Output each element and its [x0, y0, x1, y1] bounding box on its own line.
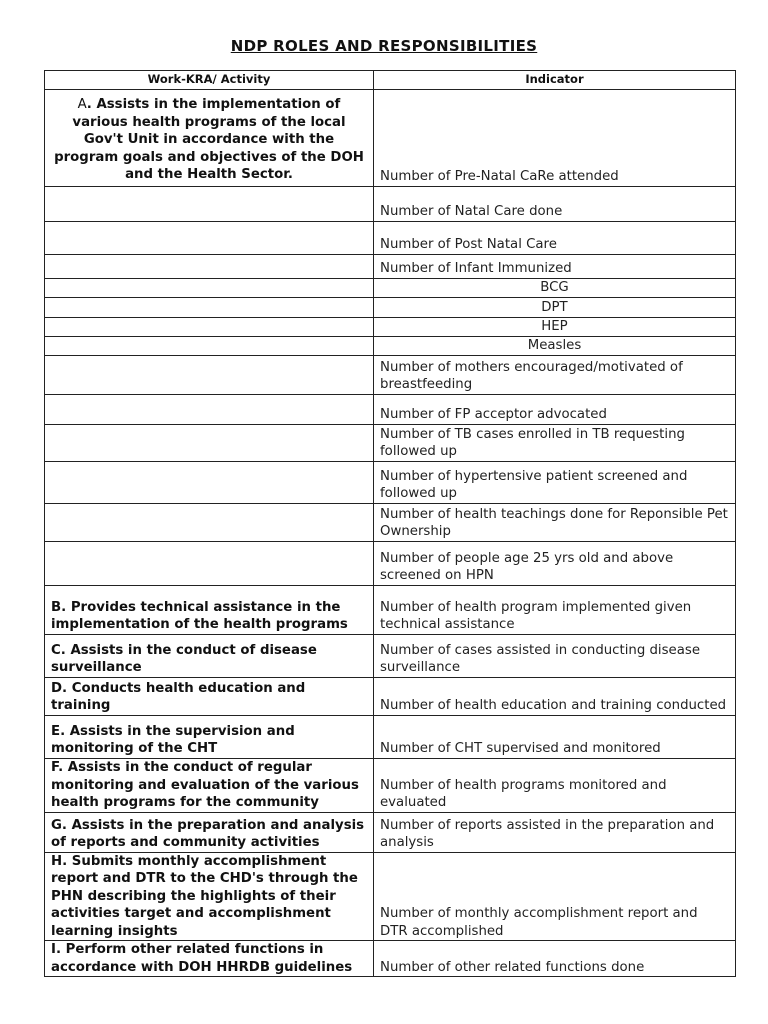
activity-cell — [45, 89, 374, 186]
activity-cell — [45, 424, 374, 461]
indicator-cell: Number of Post Natal Care — [374, 221, 736, 254]
indicator-cell: Number of cases assisted in conducting disease surveillance — [374, 634, 736, 677]
indicator-cell: Number of mothers encouraged/motivated of breastfeeding — [374, 355, 736, 394]
activity-text: . Assists in the implementation of various health programs of the local Gov't Unit in accordance with the program goals and objectives of the DOH and the Health Sector. — [54, 97, 364, 182]
indicator-cell: BCG — [374, 278, 736, 297]
header-indicator: Indicator — [374, 71, 736, 90]
table-row — [45, 355, 736, 394]
table-row — [45, 461, 736, 503]
table-row — [45, 221, 736, 254]
activity-cell: G. Assists in the preparation and analysis of reports and community activities — [45, 812, 374, 852]
table-row — [45, 715, 736, 758]
activity-cell — [45, 355, 374, 394]
activity-prefix: A — [77, 97, 87, 112]
indicator-cell: HEP — [374, 317, 736, 336]
activity-cell: F. Assists in the conduct of regular monitoring and evaluation of the various health programs for the community — [45, 758, 374, 812]
header-activity: Work-KRA/ Activity — [45, 71, 374, 90]
activity-cell — [45, 221, 374, 254]
activity-cell — [45, 297, 374, 317]
indicator-cell: Number of other related functions done — [374, 941, 736, 977]
activity-cell: C. Assists in the conduct of disease surveillance — [45, 634, 374, 677]
indicator-cell: Number of monthly accomplishment report and DTR accomplished — [374, 852, 736, 941]
table-row — [45, 297, 736, 317]
activity-cell — [45, 503, 374, 541]
activity-cell — [45, 394, 374, 424]
table-row — [45, 424, 736, 461]
indicator-cell: DPT — [374, 297, 736, 317]
table-row — [45, 812, 736, 852]
activity-cell: I. Perform other related functions in accordance with DOH HHRDB guidelines — [45, 941, 374, 977]
indicator-cell: Number of Infant Immunized — [374, 254, 736, 278]
document-title: NDP ROLES AND RESPONSIBILITIES — [230, 37, 538, 55]
table-row — [45, 677, 736, 715]
indicator-cell: Number of hypertensive patient screened and followed up — [374, 461, 736, 503]
activity-cell: B. Provides technical assistance in the implementation of the health programs — [45, 585, 374, 634]
indicator-cell: Number of health education and training conducted — [374, 677, 736, 715]
activity-cell: D. Conducts health education and training — [45, 677, 374, 715]
table-row — [45, 634, 736, 677]
table-row — [45, 503, 736, 541]
roles-table — [44, 70, 736, 977]
table-row — [45, 186, 736, 221]
table-row — [45, 89, 736, 186]
indicator-cell: Number of Natal Care done — [374, 186, 736, 221]
indicator-cell: Number of people age 25 yrs old and above screened on HPN — [374, 541, 736, 585]
indicator-cell: Measles — [374, 336, 736, 355]
activity-cell: H. Submits monthly accomplishment report and DTR to the CHD's through the PHN describing the highlights of their activities target and accomplishment learning insights — [45, 852, 374, 941]
activity-cell — [45, 336, 374, 355]
activity-cell — [45, 278, 374, 297]
indicator-cell: Number of health teachings done for Reponsible Pet Ownership — [374, 503, 736, 541]
activity-cell — [45, 254, 374, 278]
table-row — [45, 317, 736, 336]
table-row — [45, 541, 736, 585]
table-row — [45, 941, 736, 977]
activity-cell — [45, 461, 374, 503]
table-row — [45, 758, 736, 812]
activity-cell — [45, 186, 374, 221]
table-header-row — [45, 71, 736, 90]
table-row — [45, 254, 736, 278]
activity-cell — [45, 541, 374, 585]
indicator-cell: Number of health programs monitored and evaluated — [374, 758, 736, 812]
indicator-cell: Number of CHT supervised and monitored — [374, 715, 736, 758]
indicator-cell: Number of health program implemented given technical assistance — [374, 585, 736, 634]
table-row — [45, 852, 736, 941]
activity-cell — [45, 317, 374, 336]
table-row — [45, 278, 736, 297]
indicator-cell: Number of Pre-Natal CaRe attended — [374, 89, 736, 186]
table-row — [45, 585, 736, 634]
table-row — [45, 394, 736, 424]
indicator-cell: Number of reports assisted in the preparation and analysis — [374, 812, 736, 852]
indicator-cell: Number of TB cases enrolled in TB requesting followed up — [374, 424, 736, 461]
indicator-cell: Number of FP acceptor advocated — [374, 394, 736, 424]
table-row — [45, 336, 736, 355]
activity-cell: E. Assists in the supervision and monitoring of the CHT — [45, 715, 374, 758]
